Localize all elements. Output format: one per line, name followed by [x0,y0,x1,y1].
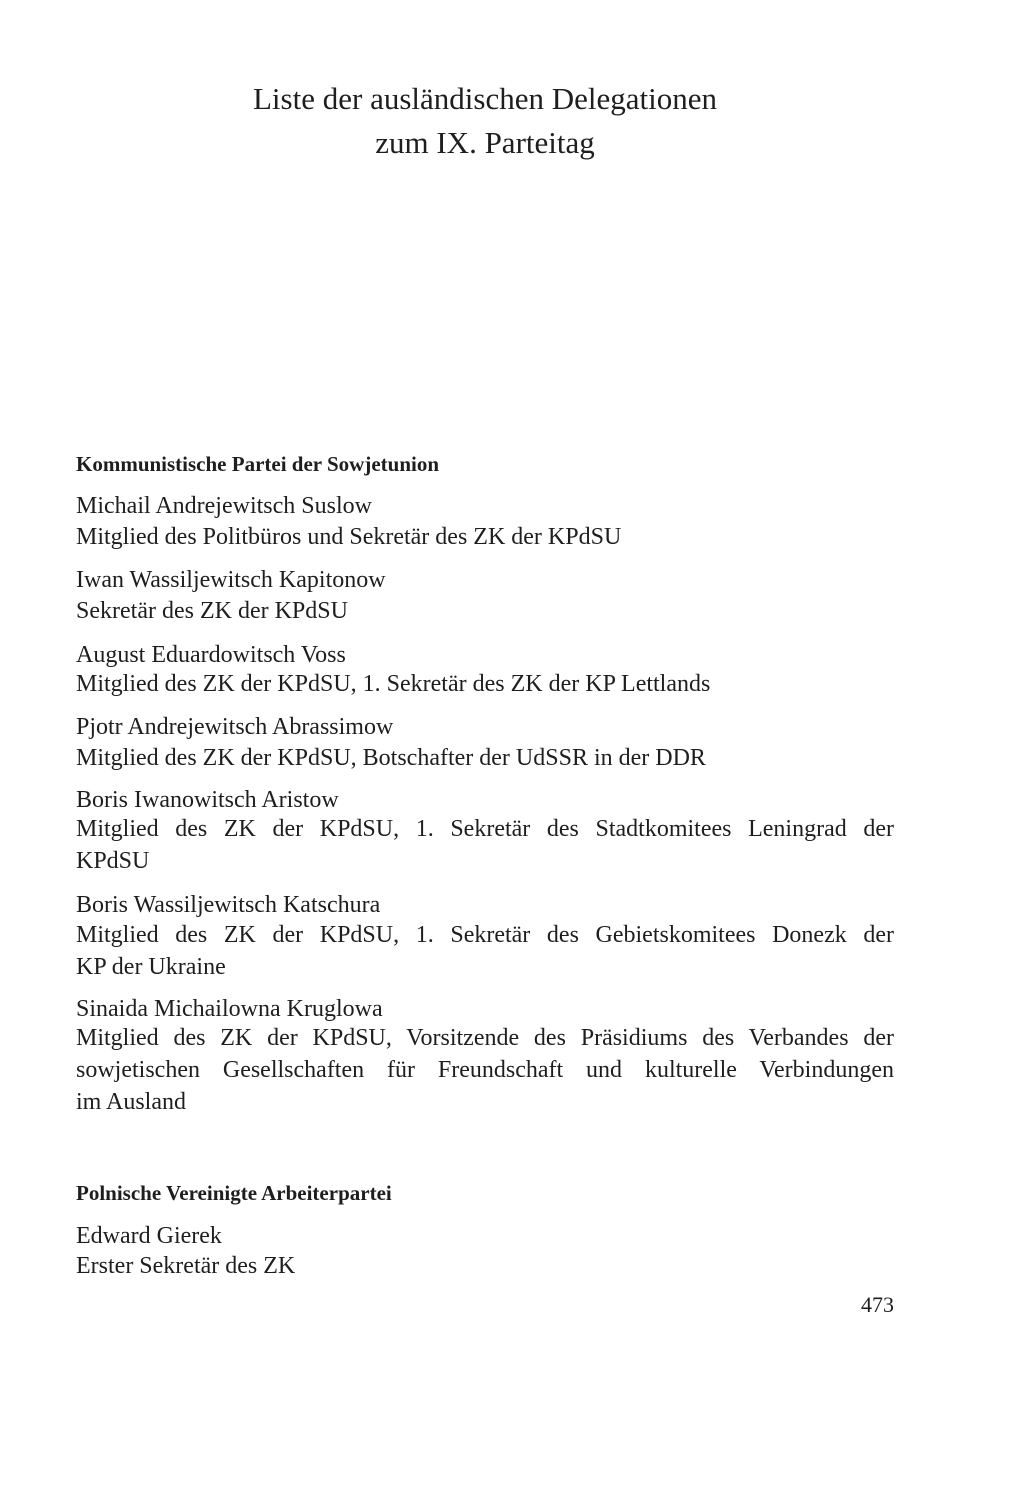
delegate-function: Sekretär des ZK der KPdSU [76,598,348,624]
delegate-name: Iwan Wassiljewitsch Kapitonow [76,567,386,593]
delegate-name: Michail Andrejewitsch Suslow [76,493,372,519]
delegate-function: Mitglied des Politbüros und Sekretär des ZK der KPdSU [76,524,622,550]
delegate-function: im Ausland [76,1089,187,1115]
delegate-name: Boris Wassiljewitsch Katschura [76,892,381,918]
delegate-function: Mitglied des ZK der KPdSU, 1. Sekretär des Stadtkomitees Leningrad der [76,816,894,842]
delegate-function: sowjetischen Gesellschaften für Freundschaft und kulturelle Verbindungen [76,1057,894,1083]
delegate-name: August Eduardowitsch Voss [76,642,346,668]
page-title-line-2: zum IX. Parteitag [375,125,595,160]
page-title-line-1: Liste der ausländischen Delegationen [253,81,717,116]
delegate-name: Edward Gierek [76,1223,222,1249]
page-number: 473 [861,1292,894,1317]
delegate-function: KP der Ukraine [76,954,226,980]
delegate-function: Mitglied des ZK der KPdSU, Vorsitzende des Präsidiums des Verbandes der [76,1025,894,1051]
delegate-function: Mitglied des ZK der KPdSU, Botschafter der UdSSR in der DDR [76,745,706,771]
delegate-function: Erster Sekretär des ZK [76,1253,296,1279]
party-heading: Kommunistische Partei der Sowjetunion [76,452,440,476]
delegate-function: Mitglied des ZK der KPdSU, 1. Sekretär des Gebietskomitees Donezk der [76,922,894,948]
delegate-name: Boris Iwanowitsch Aristow [76,787,339,813]
party-heading: Polnische Vereinigte Arbeiterpartei [76,1181,392,1205]
delegate-function: KPdSU [76,848,150,874]
delegate-name: Sinaida Michailowna Kruglowa [76,996,383,1022]
delegate-name: Pjotr Andrejewitsch Abrassimow [76,714,394,740]
delegate-function: Mitglied des ZK der KPdSU, 1. Sekretär des ZK der KP Lettlands [76,671,711,697]
